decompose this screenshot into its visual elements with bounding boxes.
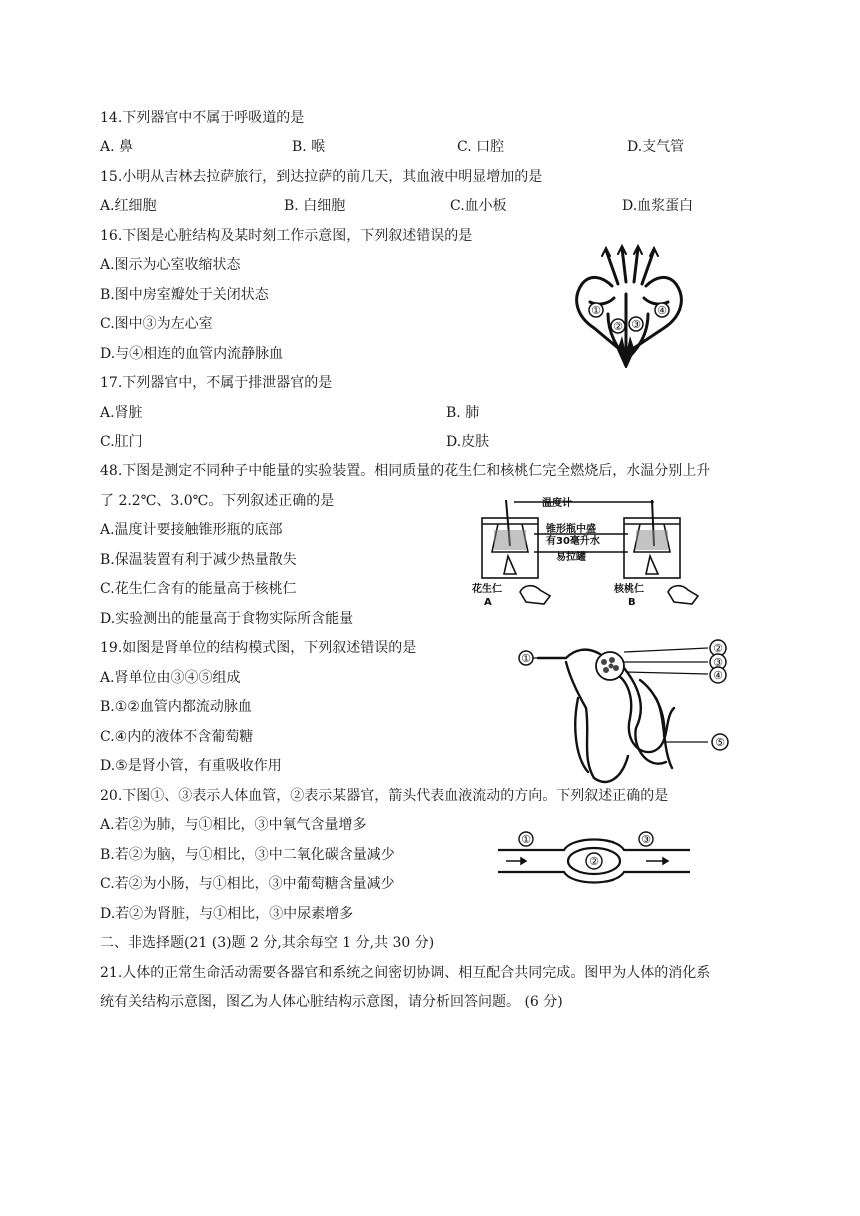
label-tag-b: B [628, 597, 636, 608]
label-flask-2: 有30毫升水 [546, 536, 600, 547]
q14-option-a: A. 鼻 [100, 139, 134, 155]
section-two-heading: 二、非选择题(21 (3)题 2 分,其余每空 1 分,共 30 分) [100, 935, 435, 951]
flow-label-3: ③ [641, 833, 651, 846]
q15-option-c: C.血小板 [450, 198, 507, 214]
q19-option-c: C.④内的液体不含葡萄糖 [100, 729, 254, 745]
nephron-label-5: ⑤ [715, 736, 725, 749]
label-thermometer: 温度计 [542, 498, 572, 509]
label-tag-a: A [484, 597, 492, 608]
q20-stem: 20.下图①、③表示人体血管，②表示某器官，箭头代表血液流动的方向。下列叙述正确的是 [100, 788, 669, 804]
blood-flow-diagram [496, 830, 692, 892]
q18-option-c: C.花生仁含有的能量高于核桃仁 [100, 581, 297, 597]
label-flask-1: 锥形瓶中盛 [546, 524, 596, 535]
nephron-label-3: ③ [713, 656, 723, 669]
label-walnut: 核桃仁 [614, 584, 644, 595]
q14-option-c: C. 口腔 [457, 139, 505, 155]
q15-option-b: B. 白细胞 [284, 198, 346, 214]
q18-option-b: B.保温装置有利于减少热量散失 [100, 552, 297, 568]
q17-stem: 17.下列器官中，不属于排泄器官的是 [100, 375, 333, 391]
q19-stem: 19.如图是肾单位的结构模式图，下列叙述错误的是 [100, 640, 417, 656]
nephron-label-4: ④ [713, 669, 723, 682]
q17-option-c: C.肛门 [100, 434, 143, 450]
flow-label-1: ① [521, 833, 531, 846]
q14-stem: 14.下列器官中不属于呼吸道的是 [100, 110, 305, 126]
q15-stem: 15.小明从吉林去拉萨旅行，到达拉萨的前几天，其血液中明显增加的是 [100, 169, 543, 185]
heart-label-4: ④ [657, 304, 667, 317]
q16-option-d: D.与④相连的血管内流静脉血 [100, 346, 284, 362]
q18-option-d: D.实验测出的能量高于食物实际所含能量 [100, 611, 354, 627]
heart-diagram [568, 244, 690, 368]
seed-energy-apparatus [468, 494, 704, 612]
q20-option-d: D.若②为肾脏，与①相比，③中尿素增多 [100, 906, 354, 922]
q17-option-d: D.皮肤 [446, 434, 490, 450]
label-can: 易拉罐 [556, 552, 586, 563]
q21-line-2: 统有关结构示意图，图乙为人体心脏结构示意图，请分析回答问题。 (6 分) [100, 994, 563, 1010]
q15-option-a: A.红细胞 [100, 198, 157, 214]
label-peanut: 花生仁 [472, 584, 502, 595]
q16-option-b: B.图中房室瓣处于关闭状态 [100, 287, 269, 303]
nephron-diagram [516, 638, 742, 788]
q20-option-b: B.若②为脑，与①相比，③中二氧化碳含量减少 [100, 847, 395, 863]
q15-option-d: D.血浆蛋白 [622, 198, 694, 214]
q17-option-a: A.肾脏 [100, 405, 143, 421]
q18-option-a: A.温度计要接触锥形瓶的底部 [100, 522, 283, 538]
nephron-label-1: ① [521, 652, 531, 665]
q19-option-d: D.⑤是肾小管，有重吸收作用 [100, 758, 282, 774]
q16-option-a: A.图示为心室收缩状态 [100, 257, 241, 273]
flow-label-2: ② [589, 855, 599, 868]
q17-option-b: B. 肺 [446, 405, 480, 421]
heart-label-2: ② [613, 320, 623, 333]
q20-option-c: C.若②为小肠，与①相比，③中葡萄糖含量减少 [100, 876, 395, 892]
q19-option-a: A.肾单位由③④⑤组成 [100, 670, 241, 686]
heart-label-3: ③ [631, 318, 641, 331]
q20-option-a: A.若②为肺，与①相比，③中氧气含量增多 [100, 817, 367, 833]
q21-line-1: 21.人体的正常生命活动需要各器官和系统之间密切协调、相互配合共同完成。图甲为人体的消化系 [100, 965, 711, 981]
q16-option-c: C.图中③为左心室 [100, 316, 213, 332]
q14-option-b: B. 喉 [292, 139, 326, 155]
q16-stem: 16.下图是心脏结构及某时刻工作示意图，下列叙述错误的是 [100, 228, 473, 244]
nephron-label-2: ② [713, 642, 723, 655]
q18-stem-line-1: 48.下图是测定不同种子中能量的实验装置。相同质量的花生仁和核桃仁完全燃烧后，水温分别上升 [100, 463, 711, 479]
q19-option-b: B.①②血管内都流动脉血 [100, 699, 252, 715]
q14-option-d: D.支气管 [627, 139, 685, 155]
heart-label-1: ① [591, 304, 601, 317]
q18-stem-line-2: 了 2.2℃、3.0℃。下列叙述正确的是 [100, 493, 335, 509]
